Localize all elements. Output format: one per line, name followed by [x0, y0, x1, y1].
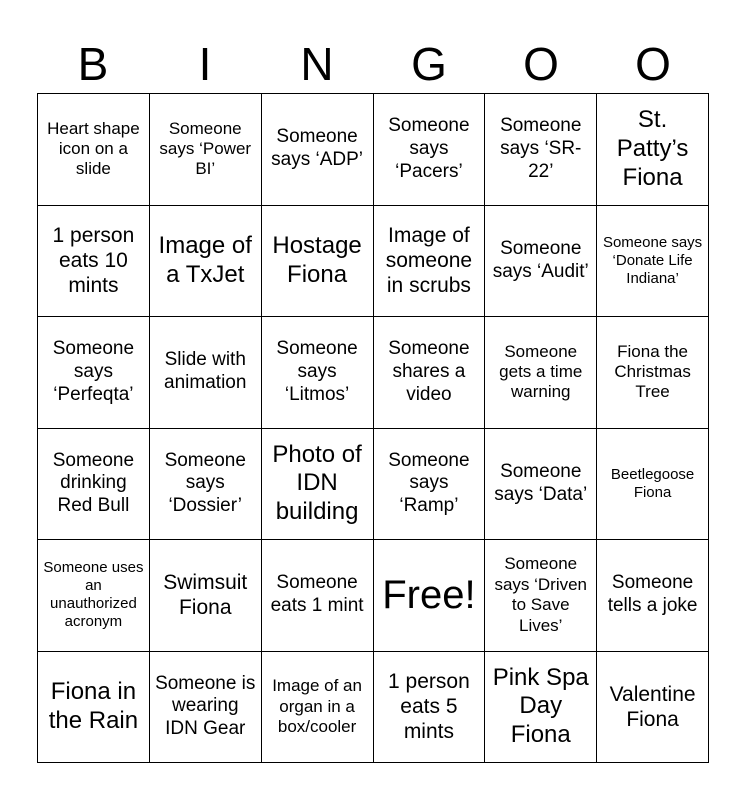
bingo-cell-r5-c5[interactable]: Someone says ‘Driven to Save Lives’ — [485, 540, 597, 652]
header-letter-2: I — [198, 38, 212, 90]
bingo-cell-r2-c1[interactable]: 1 person eats 10 mints — [38, 206, 150, 318]
bingo-cell-r5-c2[interactable]: Swimsuit Fiona — [150, 540, 262, 652]
bingo-cell-r1-c5[interactable]: Someone says ‘SR-22’ — [485, 94, 597, 206]
bingo-cell-r5-c1[interactable]: Someone uses an unauthorized acronym — [38, 540, 150, 652]
bingo-cell-r3-c4[interactable]: Someone shares a video — [374, 317, 486, 429]
header-letter-1: B — [77, 38, 109, 90]
bingo-cell-r4-c4[interactable]: Someone says ‘Ramp’ — [374, 429, 486, 541]
bingo-cell-r6-c3[interactable]: Image of an organ in a box/cooler — [262, 652, 374, 764]
bingo-cell-r1-c4[interactable]: Someone says ‘Pacers’ — [374, 94, 486, 206]
bingo-cell-r3-c6[interactable]: Fiona the Christmas Tree — [597, 317, 709, 429]
bingo-cell-r1-c2[interactable]: Someone says ‘Power BI’ — [150, 94, 262, 206]
bingo-cell-r2-c6[interactable]: Someone says ‘Donate Life Indiana’ — [597, 206, 709, 318]
bingo-cell-r5-c6[interactable]: Someone tells a joke — [597, 540, 709, 652]
bingo-cell-r1-c3[interactable]: Someone says ‘ADP’ — [262, 94, 374, 206]
bingo-cell-r3-c5[interactable]: Someone gets a time warning — [485, 317, 597, 429]
bingo-cell-r3-c3[interactable]: Someone says ‘Litmos’ — [262, 317, 374, 429]
bingo-cell-r2-c3[interactable]: Hostage Fiona — [262, 206, 374, 318]
bingo-cell-r5-c3[interactable]: Someone eats 1 mint — [262, 540, 374, 652]
bingo-cell-r4-c2[interactable]: Someone says ‘Dossier’ — [150, 429, 262, 541]
bingo-cell-r6-c4[interactable]: 1 person eats 5 mints — [374, 652, 486, 764]
bingo-cell-r4-c1[interactable]: Someone drinking Red Bull — [38, 429, 150, 541]
bingo-cell-r6-c2[interactable]: Someone is wearing IDN Gear — [150, 652, 262, 764]
bingo-cell-r1-c6[interactable]: St. Patty’s Fiona — [597, 94, 709, 206]
bingo-cell-r2-c4[interactable]: Image of someone in scrubs — [374, 206, 486, 318]
header-letter-3: N — [300, 38, 334, 90]
header-letter-4: G — [411, 38, 447, 90]
bingo-cell-r6-c1[interactable]: Fiona in the Rain — [38, 652, 150, 764]
header-letter-6: O — [635, 38, 671, 90]
header-letter-5: O — [523, 38, 559, 90]
bingo-cell-r2-c2[interactable]: Image of a TxJet — [150, 206, 262, 318]
bingo-cell-r6-c5[interactable]: Pink Spa Day Fiona — [485, 652, 597, 764]
bingo-cell-r4-c6[interactable]: Beetlegoose Fiona — [597, 429, 709, 541]
bingo-cell-r1-c1[interactable]: Heart shape icon on a slide — [38, 94, 150, 206]
bingo-cell-r3-c2[interactable]: Slide with animation — [150, 317, 262, 429]
bingo-cell-r4-c5[interactable]: Someone says ‘Data’ — [485, 429, 597, 541]
bingo-board — [37, 93, 709, 763]
bingo-header — [37, 36, 709, 92]
bingo-cell-free-space[interactable]: Free! — [374, 540, 486, 652]
bingo-cell-r6-c6[interactable]: Valentine Fiona — [597, 652, 709, 764]
bingo-cell-r2-c5[interactable]: Someone says ‘Audit’ — [485, 206, 597, 318]
bingo-cell-r4-c3[interactable]: Photo of IDN building — [262, 429, 374, 541]
bingo-cell-r3-c1[interactable]: Someone says ‘Perfeqta’ — [38, 317, 150, 429]
